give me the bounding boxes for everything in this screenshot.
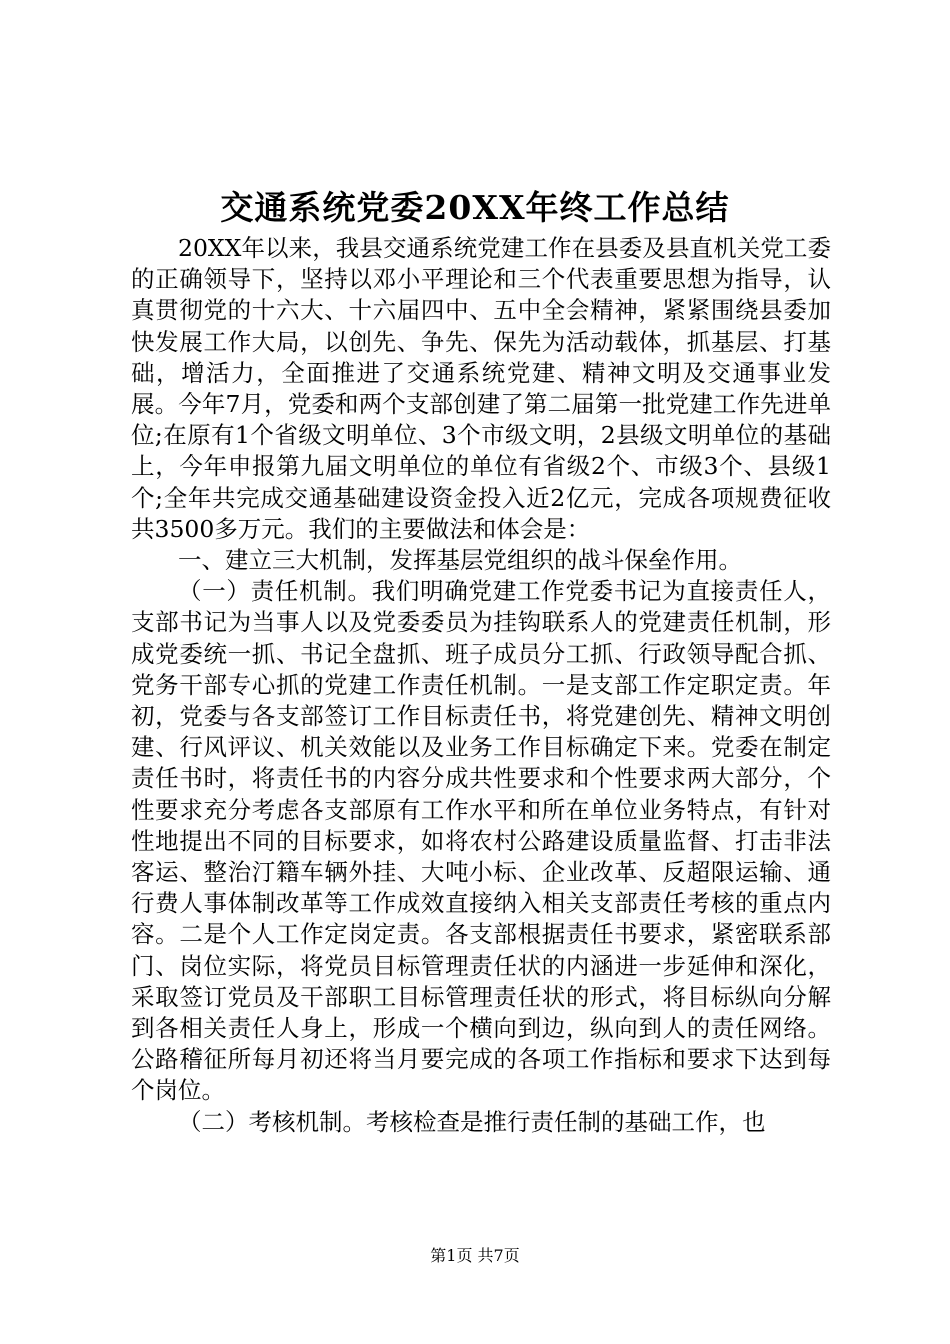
paragraph-assessment-mechanism: （二）考核机制。考核检查是推行责任制的基础工作，也 [178,1107,766,1136]
paragraph-intro: 20XX年以来，我县交通系统党建工作在县委及县直机关党工委的正确领导下，坚持以邓小平理论和三个代表重要思想为指导，认真贯彻党的十六大、十六届四中、五中全会精神，紧紧围绕县委加快发展工作大局，以创先、争先、保先为活动载体，抓基层、打基础，增活力，全面推进了交通系统党建、精神文明及交通事业发展。今年7月，党委和两个支部创建了第二届第一批党建工作先进单位;在原有1个省级文明单位、3个市级文明，2县级文明单位的基础上，今年申报第九届文明单位的单位有省级2个、市级3个、县级1个;全年共完成交通基础建设资金投入近2亿元，完成各项规费征收共3500多万元。我们的主要做法和体会是： [131,234,831,543]
document-body [131,233,831,1138]
section-heading-1: 一、建立三大机制，发挥基层党组织的战斗保垒作用。 [178,546,742,575]
document-title: 交通系统党委20XX年终工作总结 [220,188,730,227]
page-footer: 第1页 共7页 [430,1246,520,1265]
paragraph-responsibility-mechanism: （一）责任机制。我们明确党建工作党委书记为直接责任人，支部书记为当事人以及党委委员为挂钩联系人的党建责任机制，形成党委统一抓、书记全盘抓、班子成员分工抓、行政领导配合抓、党务干部专心抓的党建工作责任机制。一是支部工作定职定责。年初，党委与各支部签订工作目标责任书，将党建创先、精神文明创建、行风评议、机关效能以及业务工作目标确定下来。党委在制定责任书时，将责任书的内容分成共性要求和个性要求两大部分，个性要求充分考虑各支部原有工作水平和所在单位业务特点，有针对性地提出不同的目标要求，如将农村公路建设质量监督、打击非法客运、整治汀籍车辆外挂、大吨小标、企业改革、反超限运输、通行费人事体制改革等工作成效直接纳入相关支部责任考核的重点内容。二是个人工作定岗定责。各支部根据责任书要求，紧密联系部门、岗位实际，将党员目标管理责任状的内涵进一步延伸和深化，采取签订党员及干部职工目标管理责任状的形式，将目标纵向分解到各相关责任人身上，形成一个横向到边，纵向到人的责任网络。公路稽征所每月初还将当月要完成的各项工作指标和要求下达到每个岗位。 [131,577,831,1105]
